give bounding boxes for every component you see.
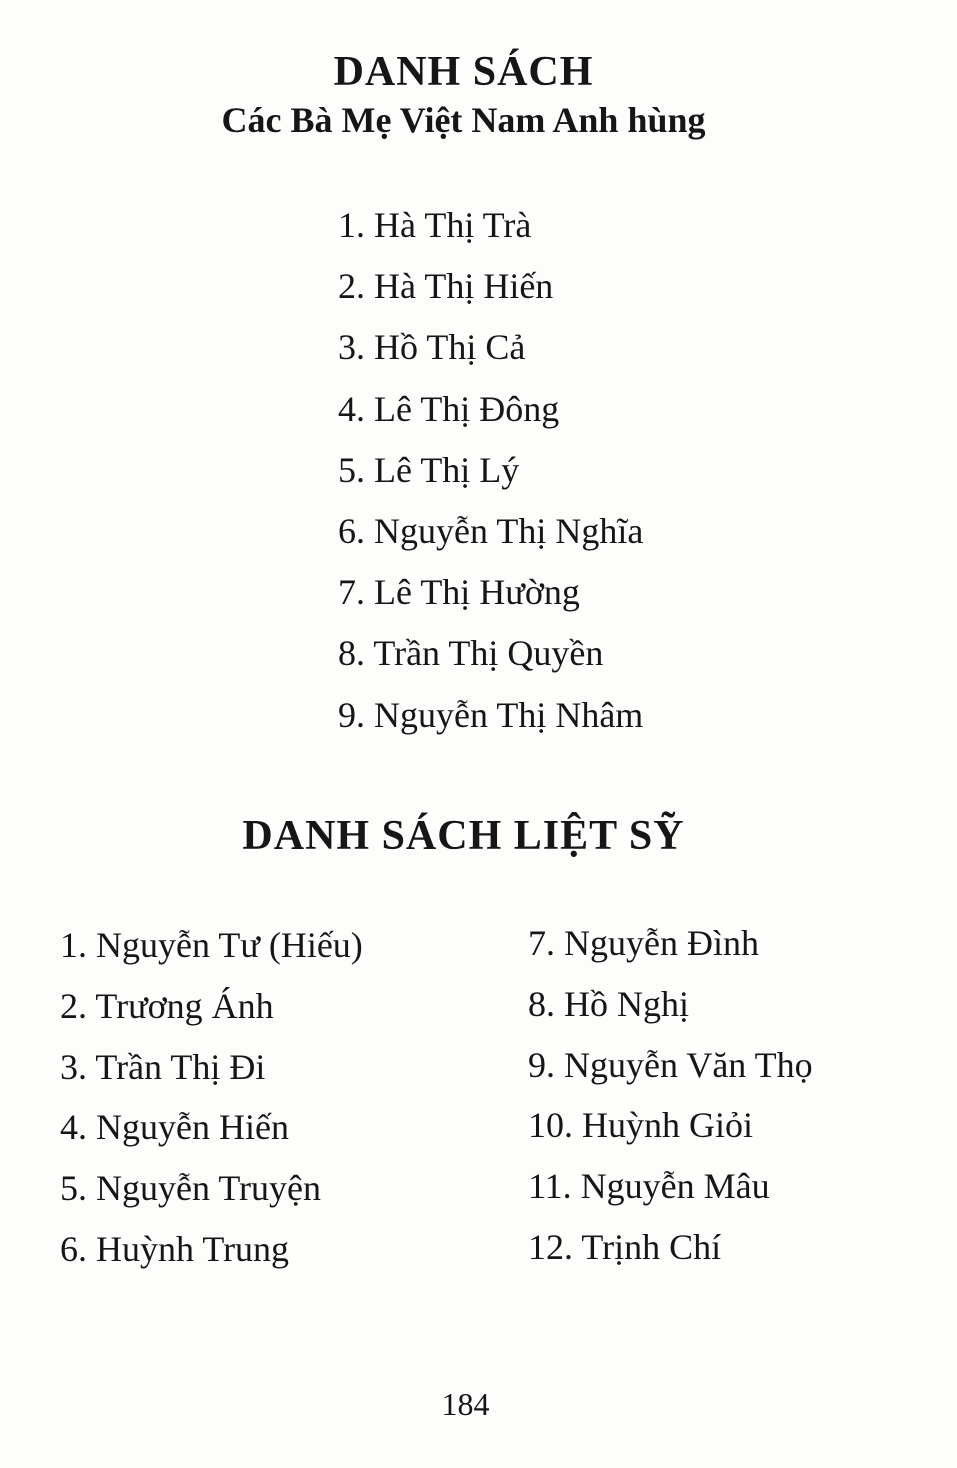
list-item: 4. Nguyễn Hiến [60,1107,289,1148]
list-item: 9. Nguyễn Văn Thọ [528,1044,813,1085]
page-subtitle: Các Bà Mẹ Việt Nam Anh hùng [221,100,706,140]
list-item: 2. Trương Ánh [60,985,274,1026]
list-item: 9. Nguyễn Thị Nhâm [338,694,644,735]
martyrs-list-left-column [60,918,363,1283]
list-item: 7. Nguyễn Đình [528,923,759,963]
section-title-martyrs: DANH SÁCH LIỆT SỸ [242,813,685,859]
list-item: 3. Hồ Thị Cả [338,327,526,368]
list-item: 5. Lê Thị Lý [338,449,520,490]
list-item: 5. Nguyễn Truyện [60,1168,322,1209]
page-number: 184 [441,1386,490,1422]
list-item: 1. Hà Thị Trà [338,205,532,245]
list-item: 11. Nguyễn Mâu [528,1166,770,1207]
list-item: 4. Lê Thị Đông [338,388,560,429]
heroic-mothers-list [338,198,643,749]
page-title: DANH SÁCH [333,49,594,95]
list-item: 8. Trần Thị Quyền [338,633,604,674]
list-item: 10. Huỳnh Giỏi [528,1105,753,1146]
list-item: 12. Trịnh Chí [528,1226,722,1267]
list-item: 8. Hồ Nghị [528,983,689,1024]
martyrs-list-right-column [528,916,813,1281]
list-item: 6. Huỳnh Trung [60,1228,290,1269]
list-item: 3. Trần Thị Đi [60,1046,266,1087]
list-item: 7. Lê Thị Hường [338,572,580,613]
list-item: 1. Nguyễn Tư (Hiếu) [60,925,363,965]
list-item: 2. Hà Thị Hiến [338,266,554,307]
list-item: 6. Nguyễn Thị Nghĩa [338,510,644,551]
